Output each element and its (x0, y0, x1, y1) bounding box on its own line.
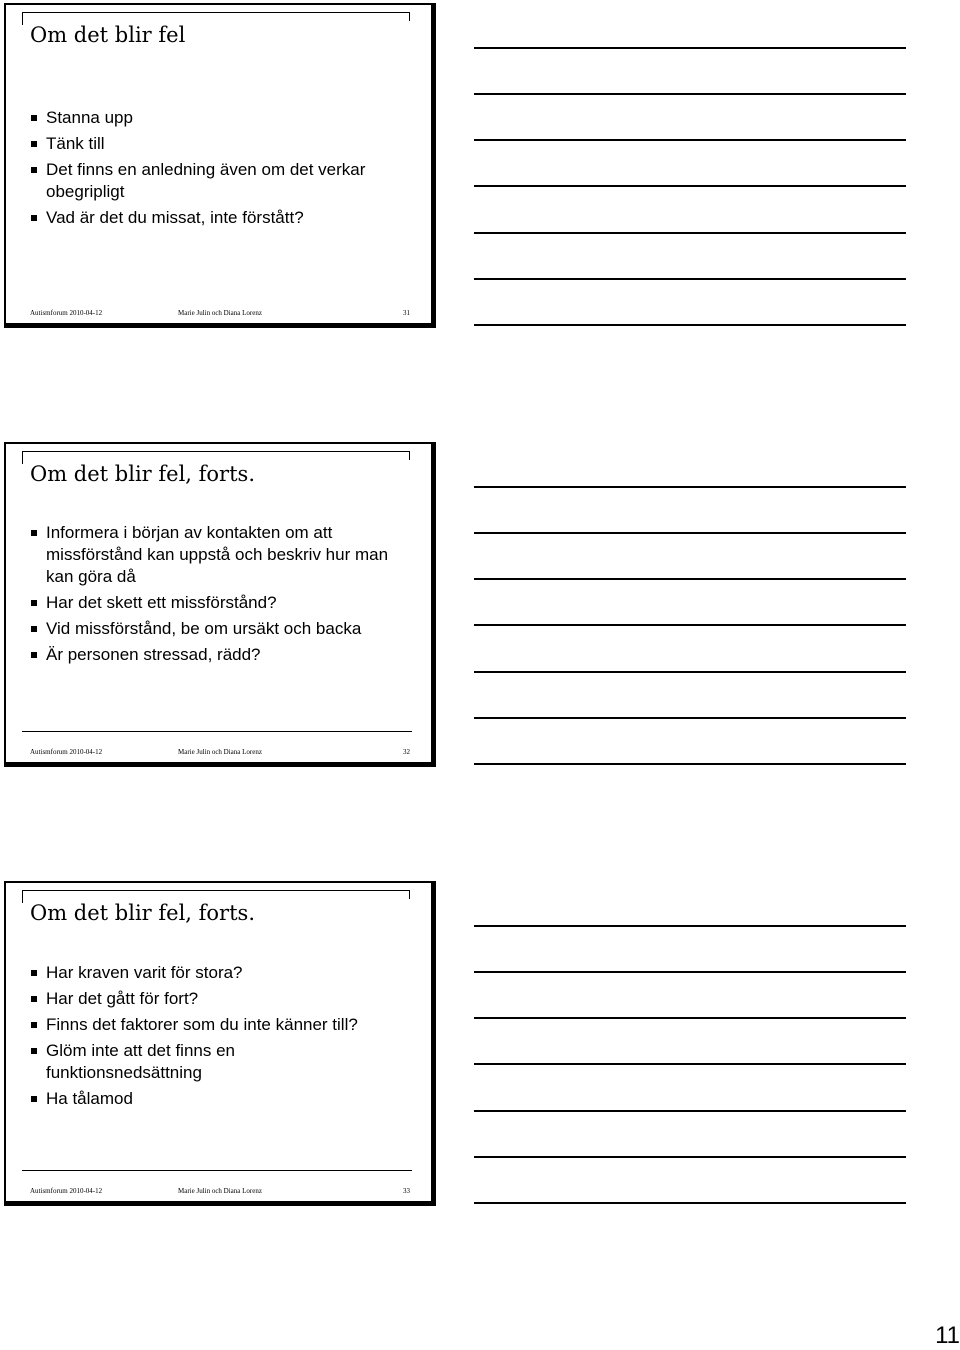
bullet-list (28, 962, 420, 1114)
slide-top-rule (22, 890, 410, 891)
bullet-text: Ha tålamod (46, 1089, 133, 1108)
square-bullet-icon (31, 167, 37, 173)
note-line (474, 624, 906, 626)
bullet-item (28, 1014, 420, 1036)
bullet-text: Vad är det du missat, inte förstått? (46, 208, 304, 227)
slide-footer-rule (22, 731, 412, 732)
note-line (474, 925, 906, 927)
bullet-item (28, 107, 420, 129)
note-line (474, 278, 906, 280)
bullet-text: Har det gått för fort? (46, 989, 199, 1008)
bullet-item (28, 133, 420, 155)
square-bullet-icon (31, 115, 37, 121)
slide-title: Om det blir fel, forts. (30, 462, 255, 486)
square-bullet-icon (31, 600, 37, 606)
note-line (474, 1063, 906, 1065)
square-bullet-icon (31, 1048, 37, 1054)
square-bullet-icon (31, 215, 37, 221)
square-bullet-icon (31, 1096, 37, 1102)
footer-authors: Marie Julin och Diana Lorenz (178, 748, 262, 756)
square-bullet-icon (31, 1022, 37, 1028)
bullet-text: Tänk till (46, 134, 105, 153)
note-line (474, 971, 906, 973)
note-line (474, 1110, 906, 1112)
note-line (474, 578, 906, 580)
bullet-item (28, 1040, 276, 1084)
slide-title: Om det blir fel, forts. (30, 901, 255, 925)
bullet-text: Har det skett ett missförstånd? (46, 593, 277, 612)
bullet-item (28, 644, 420, 666)
bullet-text: Stanna upp (46, 108, 133, 127)
note-line (474, 93, 906, 95)
note-line (474, 1202, 906, 1204)
bullet-list (28, 522, 420, 670)
footer-event: Autismforum 2010-04-12 (30, 1187, 103, 1195)
note-line (474, 1017, 906, 1019)
slide-footer-rule (22, 1170, 412, 1171)
square-bullet-icon (31, 970, 37, 976)
square-bullet-icon (31, 141, 37, 147)
bullet-text: Glöm inte att det finns en funktionsnedsättning (46, 1041, 235, 1082)
note-line (474, 671, 906, 673)
note-line (474, 47, 906, 49)
slide-number: 31 (403, 309, 410, 317)
note-line (474, 139, 906, 141)
slide-number: 32 (403, 748, 410, 756)
square-bullet-icon (31, 652, 37, 658)
note-line (474, 717, 906, 719)
slide-top-rule (22, 12, 410, 13)
square-bullet-icon (31, 530, 37, 536)
footer-authors: Marie Julin och Diana Lorenz (178, 1187, 262, 1195)
square-bullet-icon (31, 626, 37, 632)
bullet-item (28, 592, 420, 614)
bullet-item (28, 962, 420, 984)
bullet-item (28, 988, 420, 1010)
footer-event: Autismforum 2010-04-12 (30, 309, 103, 317)
note-line (474, 486, 906, 488)
footer-event: Autismforum 2010-04-12 (30, 748, 103, 756)
page-number: 11 (935, 1322, 960, 1349)
slide-31 (4, 3, 436, 328)
slide-33 (4, 881, 436, 1206)
note-line (474, 185, 906, 187)
bullet-text: Är personen stressad, rädd? (46, 645, 261, 664)
note-line (474, 763, 906, 765)
bullet-item (28, 522, 416, 588)
bullet-text: Informera i början av kontakten om att missförstånd kan uppstå och beskriv hur man kan göra då (46, 523, 389, 586)
slide-title: Om det blir fel (30, 23, 186, 47)
bullet-text: Har kraven varit för stora? (46, 963, 243, 982)
bullet-text: Finns det faktorer som du inte känner till? (46, 1015, 358, 1034)
bullet-item (28, 618, 420, 640)
square-bullet-icon (31, 996, 37, 1002)
bullet-list (28, 107, 420, 233)
bullet-item (28, 207, 420, 229)
note-line (474, 324, 906, 326)
note-line (474, 1156, 906, 1158)
note-line (474, 232, 906, 234)
bullet-item (28, 159, 386, 203)
slide-32 (4, 442, 436, 767)
footer-authors: Marie Julin och Diana Lorenz (178, 309, 262, 317)
note-line (474, 532, 906, 534)
bullet-text: Det finns en anledning även om det verkar obegripligt (46, 160, 366, 201)
slide-top-rule (22, 451, 410, 452)
slide-number: 33 (403, 1187, 410, 1195)
bullet-text: Vid missförstånd, be om ursäkt och backa (46, 619, 362, 638)
bullet-item (28, 1088, 420, 1110)
